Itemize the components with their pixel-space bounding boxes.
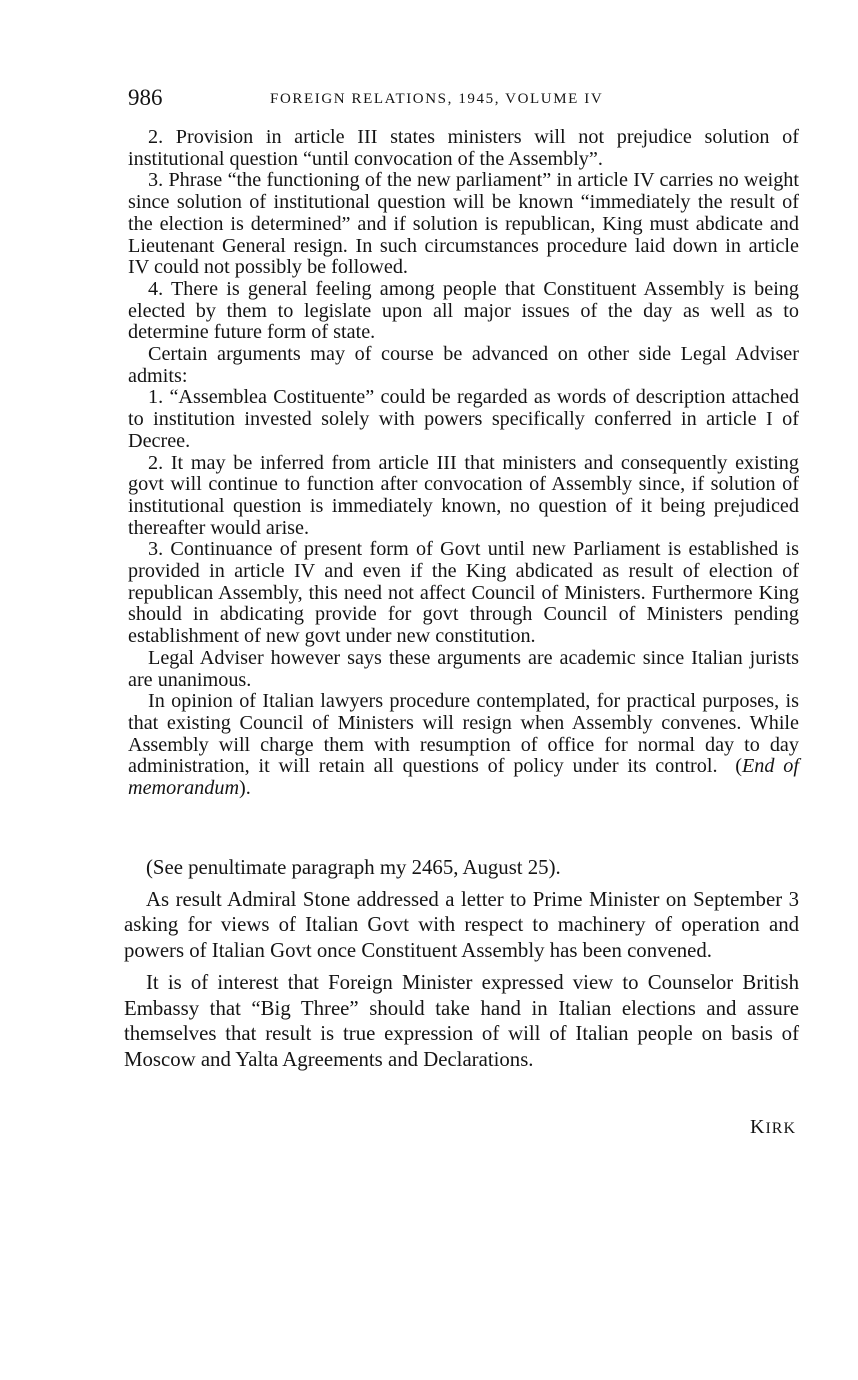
running-head: FOREIGN RELATIONS, 1945, VOLUME IV: [270, 91, 604, 107]
end-note: End of memorandum: [128, 755, 800, 800]
memo-paragraph: 3. Continuance of present form of Govt until new Parliament is established is provided in article IV and even if the King abdicated as result of election of republican Assembly, this need not affect Council of Ministers. Furthermore King should in abdicating provide for govt through Council of Ministers pending establishment of new govt under new constitution.: [128, 538, 799, 648]
memo-final-text: In opinion of Italian lawyers procedure contemplated, for practical purposes, is that existing Council of Ministers will resign when Assembly convenes. While Assembly will charge them with resumption of office for normal day to day administration, it will retain all questions of policy under its control.: [128, 690, 799, 778]
memorandum-block: [128, 127, 799, 800]
end-note-open: (: [735, 755, 742, 778]
memo-paragraph: 2. It may be inferred from article III that ministers and consequently existing govt will continue to function after convocation of Assembly since, if solution of institutional question is immediately known, no question of it being prejudiced thereafter would arise.: [128, 451, 799, 539]
memo-paragraph: 1. “Assemblea Costituente” could be regarded as words of description attached to institution invested solely with powers specifically conferred in article I of Decree.: [128, 386, 799, 452]
signature-initial: K: [749, 1116, 766, 1138]
memo-final-paragraph: [128, 691, 799, 800]
signature-rest: IRK: [765, 1120, 796, 1137]
body-text-block: [124, 855, 799, 1079]
memo-paragraph: Legal Adviser however says these arguments are academic since Italian jurists are unanimous.: [128, 646, 799, 691]
memo-paragraph: Certain arguments may of course be advanced on other side Legal Adviser admits:: [128, 343, 799, 387]
end-note-close: ).: [239, 777, 251, 800]
page-header: [128, 84, 799, 112]
memo-paragraph: 4. There is general feeling among people that Constituent Assembly is being elected by them to legislate upon all major issues of the day as well as to determine future form of state.: [128, 277, 799, 344]
memo-paragraph: 2. Provision in article III states ministers will not prejudice solution of institutional question “until convocation of the Assembly”.: [128, 126, 799, 170]
body-paragraph: As result Admiral Stone addressed a letter to Prime Minister on September 3 asking for views of Italian Govt with respect to machinery of operation and powers of Italian Govt once Constituent Assembly has been convened.: [124, 887, 799, 963]
body-paragraph: It is of interest that Foreign Minister expressed view to Counselor British Embassy that “Big Three” should take hand in Italian elections and assure themselves that result is true expression of will of Italian people on basis of Moscow and Yalta Agreements and Declarations.: [124, 970, 799, 1071]
signature: [600, 1115, 796, 1141]
memo-paragraph: 3. Phrase “the functioning of the new parliament” in article IV carries no weight since solution of institutional question will be known “immediately the result of the election is determined” and if solution is republican, King must abdicate and Lieutenant General resign. In such circumstances procedure laid down in article IV could not possibly be followed.: [128, 169, 799, 279]
page-number: 986: [128, 85, 163, 110]
body-paragraph: (See penultimate paragraph my 2465, August 25).: [146, 856, 561, 879]
